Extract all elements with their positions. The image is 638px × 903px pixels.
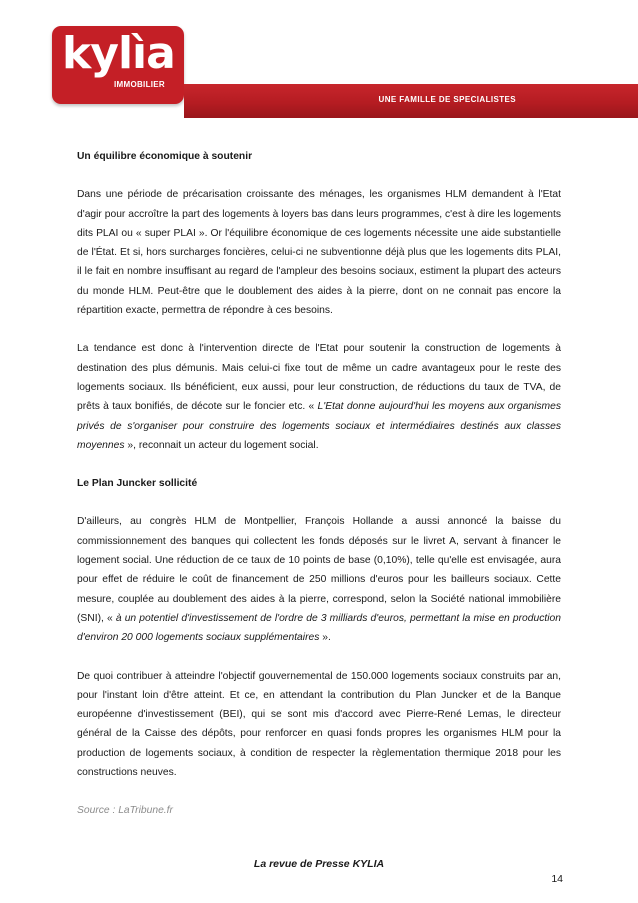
paragraph-2	[77, 339, 561, 455]
article-body	[77, 147, 561, 821]
paragraph-3-end: ».	[319, 632, 331, 644]
footer-title: La revue de Presse KYLIA	[253, 858, 385, 870]
page-header	[0, 26, 638, 128]
header-band	[184, 84, 638, 118]
paragraph-2-text: La tendance est donc à l'intervention directe de l'Etat pour soutenir la construction de logements à destination des plus démunis. Mais celui-ci fixe tout de même un cadre avantageux pour le reste des logements sociaux. Ils bénéficient, eux aussi, pour leur construction, de réductions du taux de TVA, de prêts à taux bonifiés, de décote sur le foncier etc. «	[77, 343, 561, 413]
source-credit: Source : LaTribune.fr	[77, 805, 173, 817]
paragraph-3-text: D'ailleurs, au congrès HLM de Montpellier, François Hollande a aussi annoncé la baisse du commissionnement des banques qui collectent les fonds déposés sur le livret A, servant à financer le logement social. Une réduction de ce taux de 10 points de base (0,10%), telle qu'elle est envisagée, aura pour effet de réduire le coût de financement de 250 millions d'euros pour les bailleurs sociaux. Cette mesure, couplée au doublement des aides à la pierre, correspond, selon la Société national immobilière (SNI), «	[77, 516, 561, 624]
paragraph-3	[77, 512, 561, 647]
logo-subtitle: IMMOBILIER	[114, 80, 165, 89]
section-heading-2: Le Plan Juncker sollicité	[77, 478, 198, 490]
paragraph-3-quote: à un potentiel d'investissement de l'ordre de 3 milliards d'euros, permettant la mise en production d'environ 20 000 logements sociaux supplémentaires	[77, 612, 561, 644]
paragraph-1: Dans une période de précarisation croissante des ménages, les organismes HLM demandent à l'Etat d'agir pour accroître la part des logements à loyers bas dans leurs programmes, c'est à dire les logements dits PLAI ou « super PLAI ». Or l'équilibre économique de ces logements nécessite une aide substantielle de l'État. Et si, hors surcharges foncières, celui-ci ne subventionne déjà plus que les logements dits PLAI, il le fait en nombre insuffisant au regard de l'ampleur des besoins sociaux, estiment la plupart des acteurs du monde HLM. Peut-être que le doublement des aides à la pierre, dont on ne connait pas encore la répartition exacte, permettra de répondre à ces besoins.	[77, 189, 561, 317]
paragraph-2-quote: L'Etat donne aujourd'hui les moyens aux organismes privés de s'organiser pour construire des logements sociaux et intermédiaires destinés aux classes moyennes	[77, 401, 562, 451]
section-heading-1: Un équilibre économique à soutenir	[77, 151, 253, 162]
logo-brand-text: kylìa	[62, 28, 175, 79]
page-number: 14	[551, 873, 563, 885]
kylia-logo	[52, 26, 184, 104]
paragraph-2-end: », reconnait un acteur du logement social.	[124, 439, 319, 451]
paragraph-4: De quoi contribuer à atteindre l'objectif gouvernemental de 150.000 logements sociaux construits par an, pour l'instant loin d'être atteint. Et ce, en attendant la contribution du Plan Juncker et de la Banque européenne d'investissement (BEI), qui se sont mis d'accord avec Pierre-René Lemas, le directeur général de la Caisse des dépôts, pour renforcer en quasi fonds propres les organismes HLM pour la production de logements sociaux, à condition de respecter la règlementation thermique 2018 pour les constructions neuves.	[77, 670, 561, 779]
header-slogan: UNE FAMILLE DE SPECIALISTES	[378, 95, 516, 104]
